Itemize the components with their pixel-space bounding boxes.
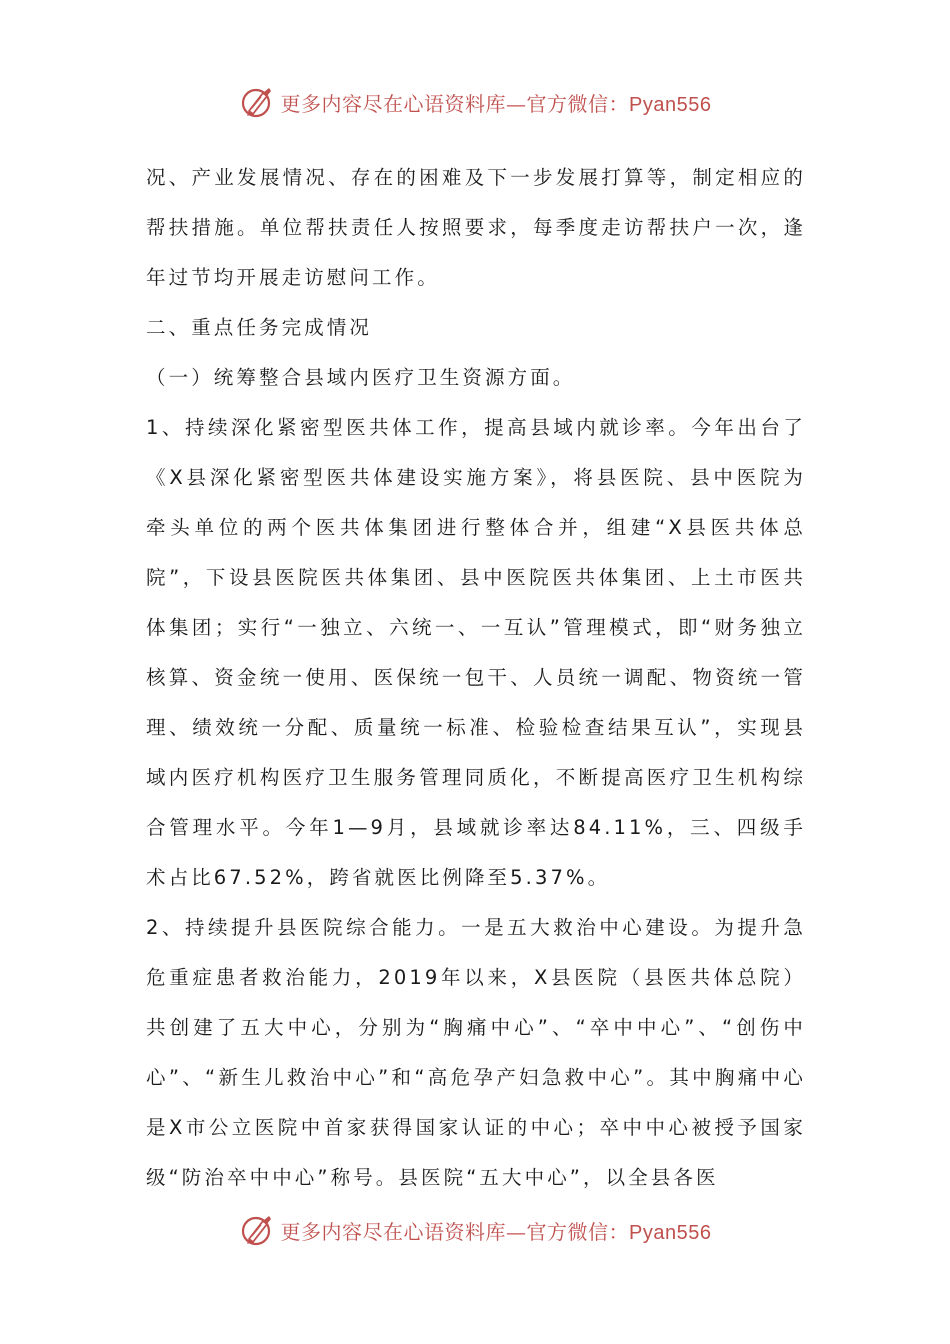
section-heading: 二、重点任务完成情况	[146, 316, 373, 339]
pen-nib-circle-icon	[239, 1212, 275, 1248]
pen-nib-circle-icon	[239, 84, 275, 120]
document-body	[146, 153, 806, 1203]
watermark-text: 更多内容尽在心语资料库—官方微信：Pyan556	[280, 1219, 712, 1244]
watermark-wechat-id: Pyan556	[629, 1221, 712, 1244]
watermark-wechat-id: Pyan556	[629, 93, 712, 116]
subsection-heading: （一）统筹整合县域内医疗卫生资源方面。	[146, 366, 576, 389]
watermark-footer	[0, 1210, 950, 1250]
paragraph-3: 2、持续提升县医院综合能力。一是五大救治中心建设。为提升急危重症患者救治能力，2019年以来，X县医院（县医共体总院）共创建了五大中心，分别为“胸痛中心”、“卒中中心”、“创伤中心”、“新生儿救治中心”和“高危孕产妇急救中心”。其中胸痛中心是X市公立医院中首家获得国家认证的中心；卒中中心被授予国家级“防治卒中中心”称号。县医院“五大中心”，以全县各医	[146, 916, 806, 1189]
paragraph-2: 1、持续深化紧密型医共体工作，提高县域内就诊率。今年出台了《X县深化紧密型医共体建设实施方案》，将县医院、县中医院为牵头单位的两个医共体集团进行整体合并，组建“X县医共体总院”，下设县医院医共体集团、县中医院医共体集团、上土市医共体集团；实行“一独立、六统一、一互认”管理模式，即“财务独立核算、资金统一使用、医保统一包干、人员统一调配、物资统一管理、绩效统一分配、质量统一标准、检验检查结果互认”，实现县域内医疗机构医疗卫生服务管理同质化，不断提高医疗卫生机构综合管理水平。今年1—9月，县域就诊率达84.11%，三、四级手术占比67.52%，跨省就医比例降至5.37%。	[146, 416, 806, 889]
paragraph-1: 况、产业发展情况、存在的困难及下一步发展打算等，制定相应的帮扶措施。单位帮扶责任人按照要求，每季度走访帮扶户一次，逢年过节均开展走访慰问工作。	[146, 166, 806, 289]
watermark-header	[0, 82, 950, 122]
watermark-text: 更多内容尽在心语资料库—官方微信：Pyan556	[280, 91, 712, 116]
